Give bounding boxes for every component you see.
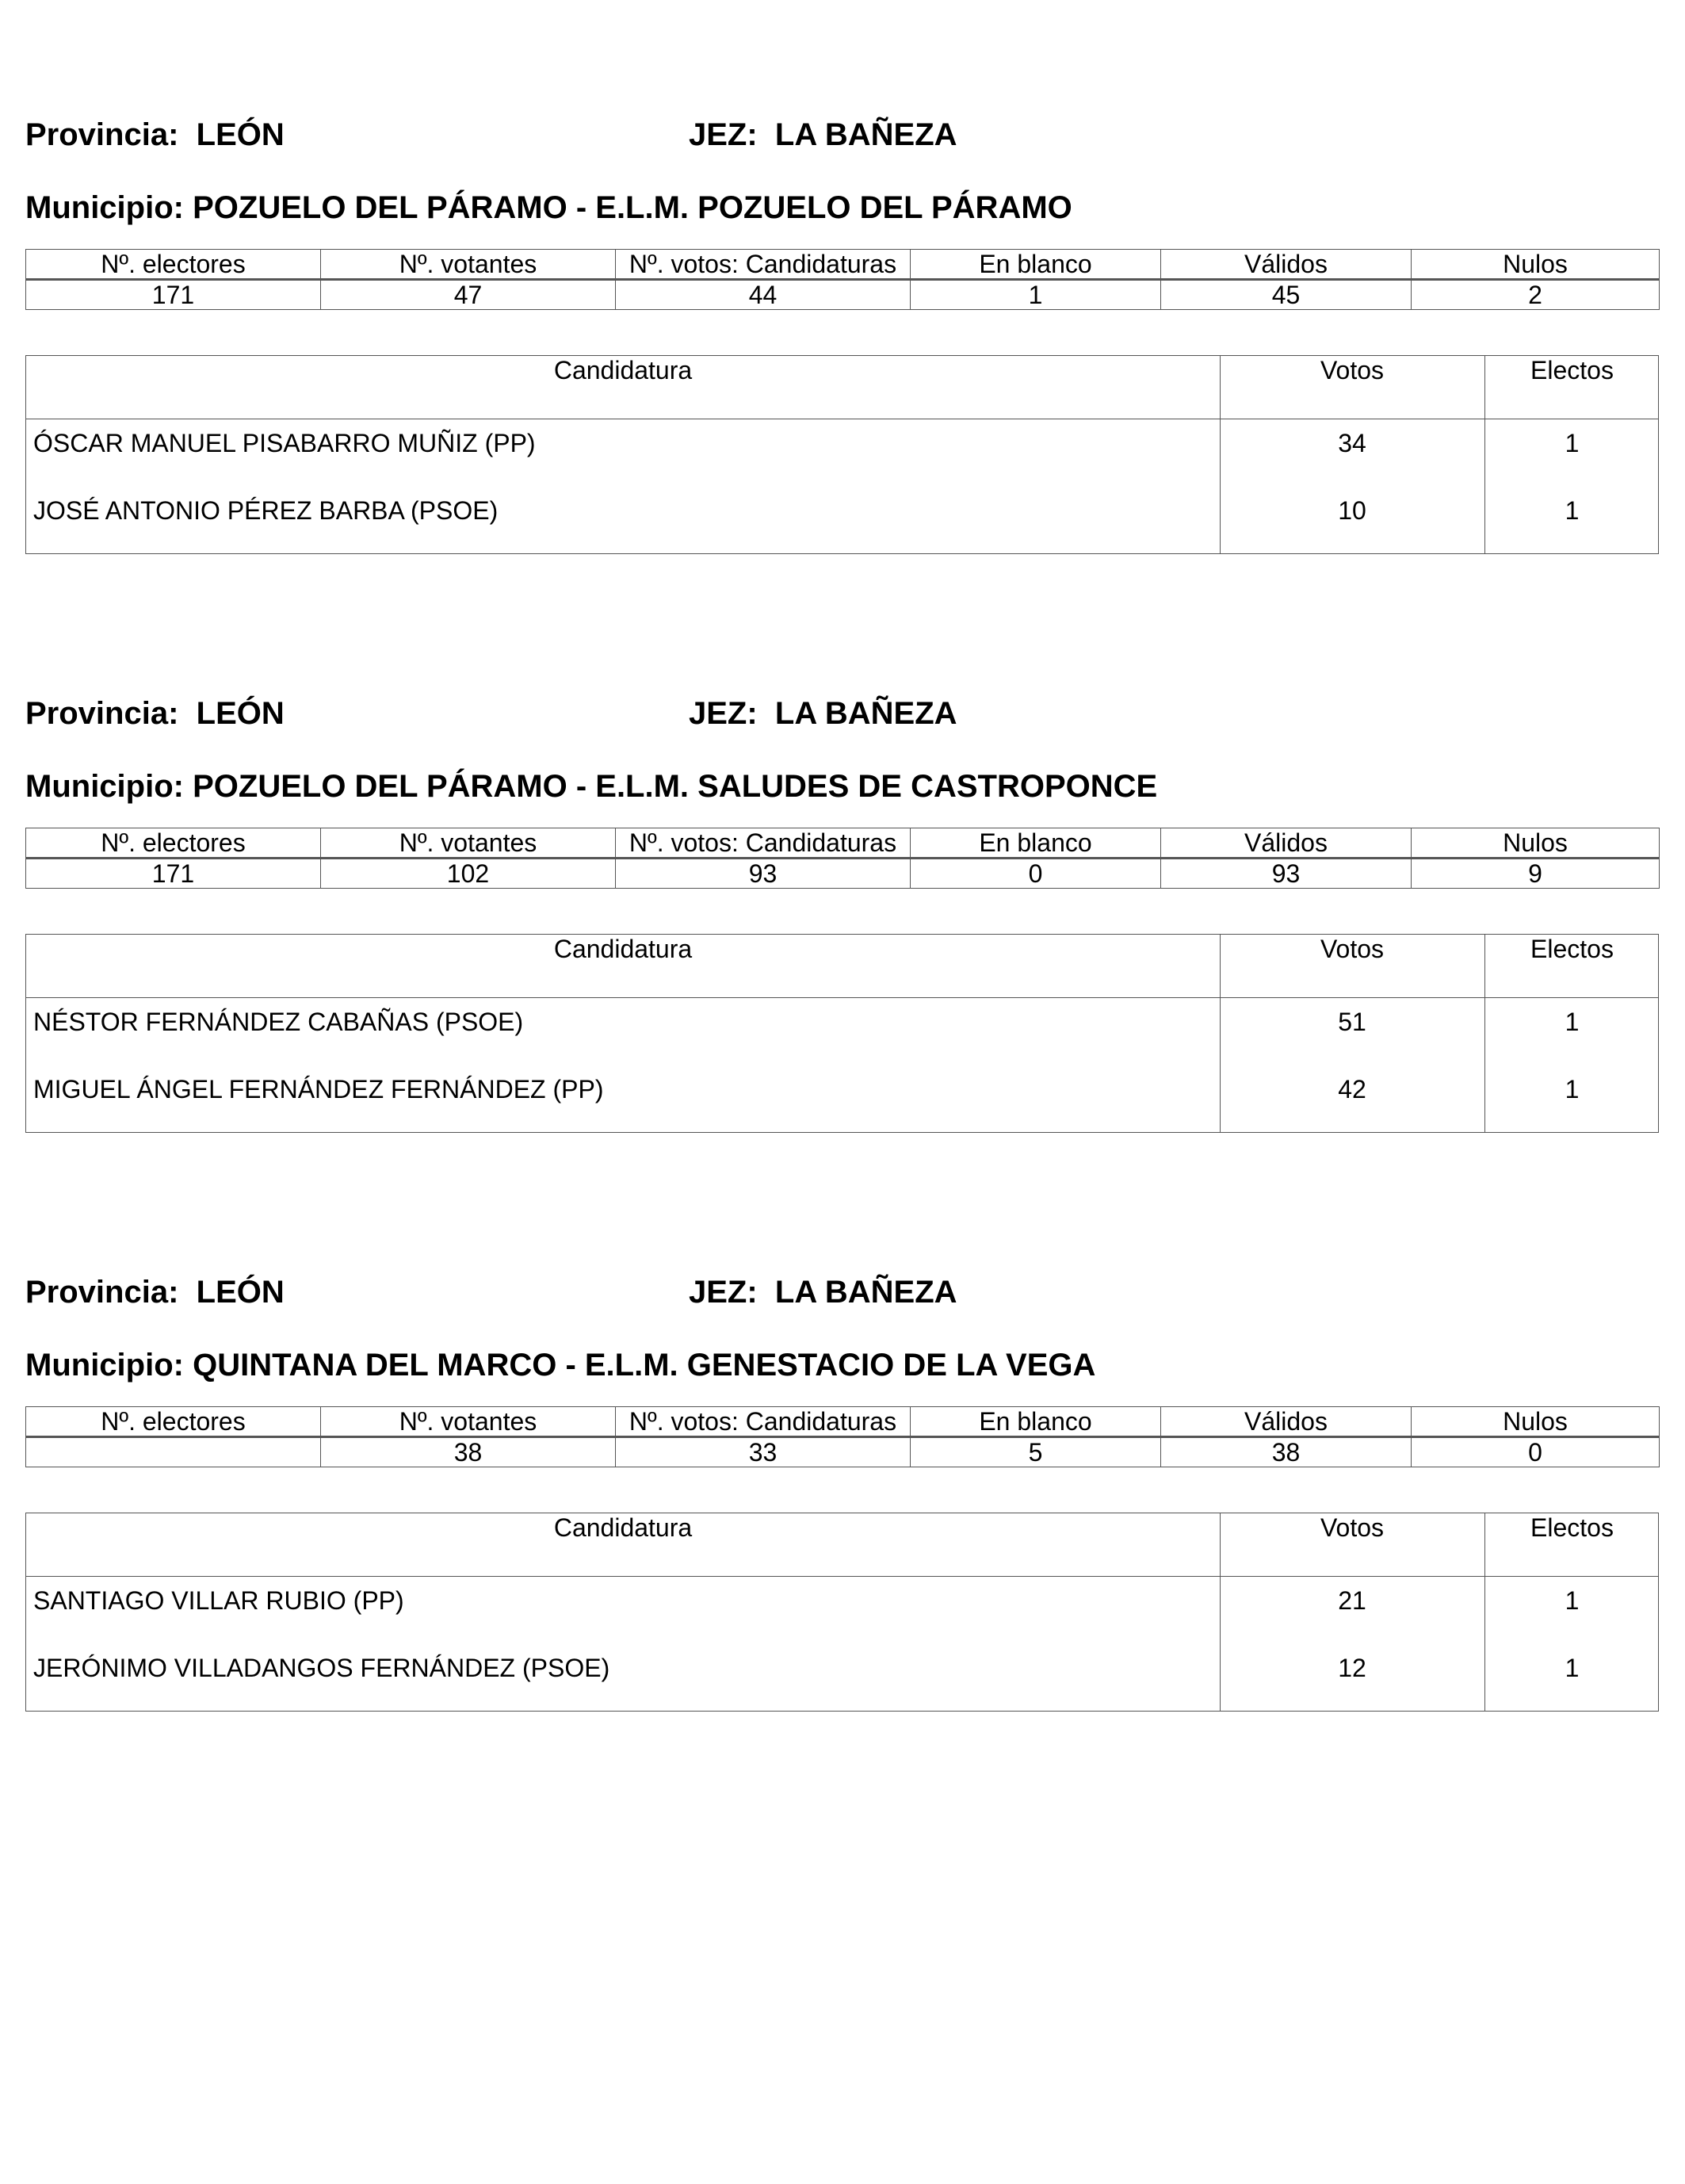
candidate-votes: 21 <box>1338 1586 1366 1615</box>
electores-value: 171 <box>26 859 321 889</box>
candidate-row <box>26 1577 1658 1624</box>
candidate-electos: 1 <box>1565 496 1580 525</box>
nulos-value: 9 <box>1412 859 1660 889</box>
candidate-votes: 42 <box>1338 1075 1366 1103</box>
jez-label: JEZ: <box>689 696 758 731</box>
provincia-label: Provincia: <box>25 117 179 152</box>
jez-field <box>689 690 957 737</box>
en-blanco-header: En blanco <box>911 250 1161 280</box>
header-row <box>25 111 1659 159</box>
electores-value <box>26 1437 321 1467</box>
header-row <box>25 690 1659 737</box>
candidate-name: SANTIAGO VILLAR RUBIO (PP) <box>33 1586 404 1615</box>
stats-header-row <box>26 250 1660 280</box>
provincia-label: Provincia: <box>25 696 179 731</box>
electores-header: Nº. electores <box>26 1407 321 1437</box>
municipio-value: POZUELO DEL PÁRAMO - E.L.M. POZUELO DEL PÁRAMO <box>193 190 1072 225</box>
candidate-name: JOSÉ ANTONIO PÉREZ BARBA (PSOE) <box>33 496 499 525</box>
provincia-value: LEÓN <box>196 1275 285 1310</box>
validos-header: Válidos <box>1161 828 1412 859</box>
municipio-field <box>25 184 1072 231</box>
candidate-votes: 51 <box>1338 1008 1366 1036</box>
candidate-name: MIGUEL ÁNGEL FERNÁNDEZ FERNÁNDEZ (PP) <box>33 1075 604 1103</box>
candidate-votes: 12 <box>1338 1654 1366 1682</box>
header-row <box>25 1268 1659 1316</box>
en-blanco-value: 0 <box>911 859 1161 889</box>
municipio-label: Municipio: <box>25 769 184 804</box>
provincia-field <box>25 1268 285 1316</box>
votantes-value: 102 <box>321 859 616 889</box>
candidates-table <box>25 1513 1659 1712</box>
municipio-label: Municipio: <box>25 1348 184 1383</box>
electores-header: Nº. electores <box>26 250 321 280</box>
votos-header: Votos <box>1320 1513 1385 1542</box>
votos-candidaturas-header: Nº. votos: Candidaturas <box>616 828 911 859</box>
en-blanco-value: 5 <box>911 1437 1161 1467</box>
candidates-table <box>25 355 1659 554</box>
electores-value: 171 <box>26 280 321 310</box>
votos-header: Votos <box>1320 935 1385 963</box>
provincia-value: LEÓN <box>196 117 285 152</box>
nulos-header: Nulos <box>1412 1407 1660 1437</box>
jez-label: JEZ: <box>689 117 758 152</box>
jez-label: JEZ: <box>689 1275 758 1310</box>
candidate-name: ÓSCAR MANUEL PISABARRO MUÑIZ (PP) <box>33 429 536 457</box>
validos-header: Válidos <box>1161 250 1412 280</box>
votantes-value: 47 <box>321 280 616 310</box>
votos-candidaturas-header: Nº. votos: Candidaturas <box>616 1407 911 1437</box>
votos-header: Votos <box>1320 356 1385 384</box>
candidate-votes: 34 <box>1338 429 1366 457</box>
municipio-field <box>25 1341 1095 1389</box>
municipio-value: POZUELO DEL PÁRAMO - E.L.M. SALUDES DE CASTROPONCE <box>193 769 1158 804</box>
votos-candidaturas-header: Nº. votos: Candidaturas <box>616 250 911 280</box>
provincia-field <box>25 690 285 737</box>
electos-header: Electos <box>1530 356 1614 384</box>
votantes-header: Nº. votantes <box>321 1407 616 1437</box>
votos-candidaturas-value: 33 <box>616 1437 911 1467</box>
jez-value: LA BAÑEZA <box>774 1275 957 1310</box>
en-blanco-value: 1 <box>911 280 1161 310</box>
votantes-header: Nº. votantes <box>321 250 616 280</box>
stats-table <box>25 828 1660 889</box>
provincia-field <box>25 111 285 159</box>
nulos-header: Nulos <box>1412 250 1660 280</box>
candidate-row <box>26 1644 1658 1692</box>
votantes-header: Nº. votantes <box>321 828 616 859</box>
stats-header-row <box>26 1407 1660 1437</box>
jez-field <box>689 111 957 159</box>
municipio-value: QUINTANA DEL MARCO - E.L.M. GENESTACIO DE LA VEGA <box>193 1348 1096 1383</box>
municipio-label: Municipio: <box>25 190 184 225</box>
electores-header: Nº. electores <box>26 828 321 859</box>
candidatura-header: Candidatura <box>553 356 693 384</box>
nulos-value: 2 <box>1412 280 1660 310</box>
candidate-row <box>26 998 1658 1046</box>
candidate-electos: 1 <box>1565 1075 1580 1103</box>
electos-header: Electos <box>1530 1513 1614 1542</box>
candidate-row <box>26 1065 1658 1113</box>
candidates-table <box>25 934 1659 1133</box>
validos-value: 93 <box>1161 859 1412 889</box>
jez-value: LA BAÑEZA <box>774 696 957 731</box>
stats-table <box>25 249 1660 310</box>
validos-value: 38 <box>1161 1437 1412 1467</box>
candidate-electos: 1 <box>1565 1654 1580 1682</box>
votos-candidaturas-value: 93 <box>616 859 911 889</box>
validos-value: 45 <box>1161 280 1412 310</box>
nulos-value: 0 <box>1412 1437 1660 1467</box>
candidate-electos: 1 <box>1565 1586 1580 1615</box>
candidate-row <box>26 487 1658 534</box>
en-blanco-header: En blanco <box>911 828 1161 859</box>
stats-value-row <box>26 1437 1660 1467</box>
candidate-votes: 10 <box>1338 496 1366 525</box>
municipio-field <box>25 763 1157 810</box>
candidatura-header: Candidatura <box>553 935 693 963</box>
validos-header: Válidos <box>1161 1407 1412 1437</box>
stats-value-row <box>26 859 1660 889</box>
electos-header: Electos <box>1530 935 1614 963</box>
candidate-electos: 1 <box>1565 429 1580 457</box>
provincia-value: LEÓN <box>196 696 285 731</box>
candidate-electos: 1 <box>1565 1008 1580 1036</box>
candidate-row <box>26 419 1658 467</box>
stats-value-row <box>26 280 1660 310</box>
stats-header-row <box>26 828 1660 859</box>
stats-table <box>25 1406 1660 1467</box>
en-blanco-header: En blanco <box>911 1407 1161 1437</box>
candidatura-header: Candidatura <box>553 1513 693 1542</box>
provincia-label: Provincia: <box>25 1275 179 1310</box>
jez-value: LA BAÑEZA <box>774 117 957 152</box>
nulos-header: Nulos <box>1412 828 1660 859</box>
candidate-name: JERÓNIMO VILLADANGOS FERNÁNDEZ (PSOE) <box>33 1654 610 1682</box>
votos-candidaturas-value: 44 <box>616 280 911 310</box>
votantes-value: 38 <box>321 1437 616 1467</box>
candidate-name: NÉSTOR FERNÁNDEZ CABAÑAS (PSOE) <box>33 1008 524 1036</box>
jez-field <box>689 1268 957 1316</box>
